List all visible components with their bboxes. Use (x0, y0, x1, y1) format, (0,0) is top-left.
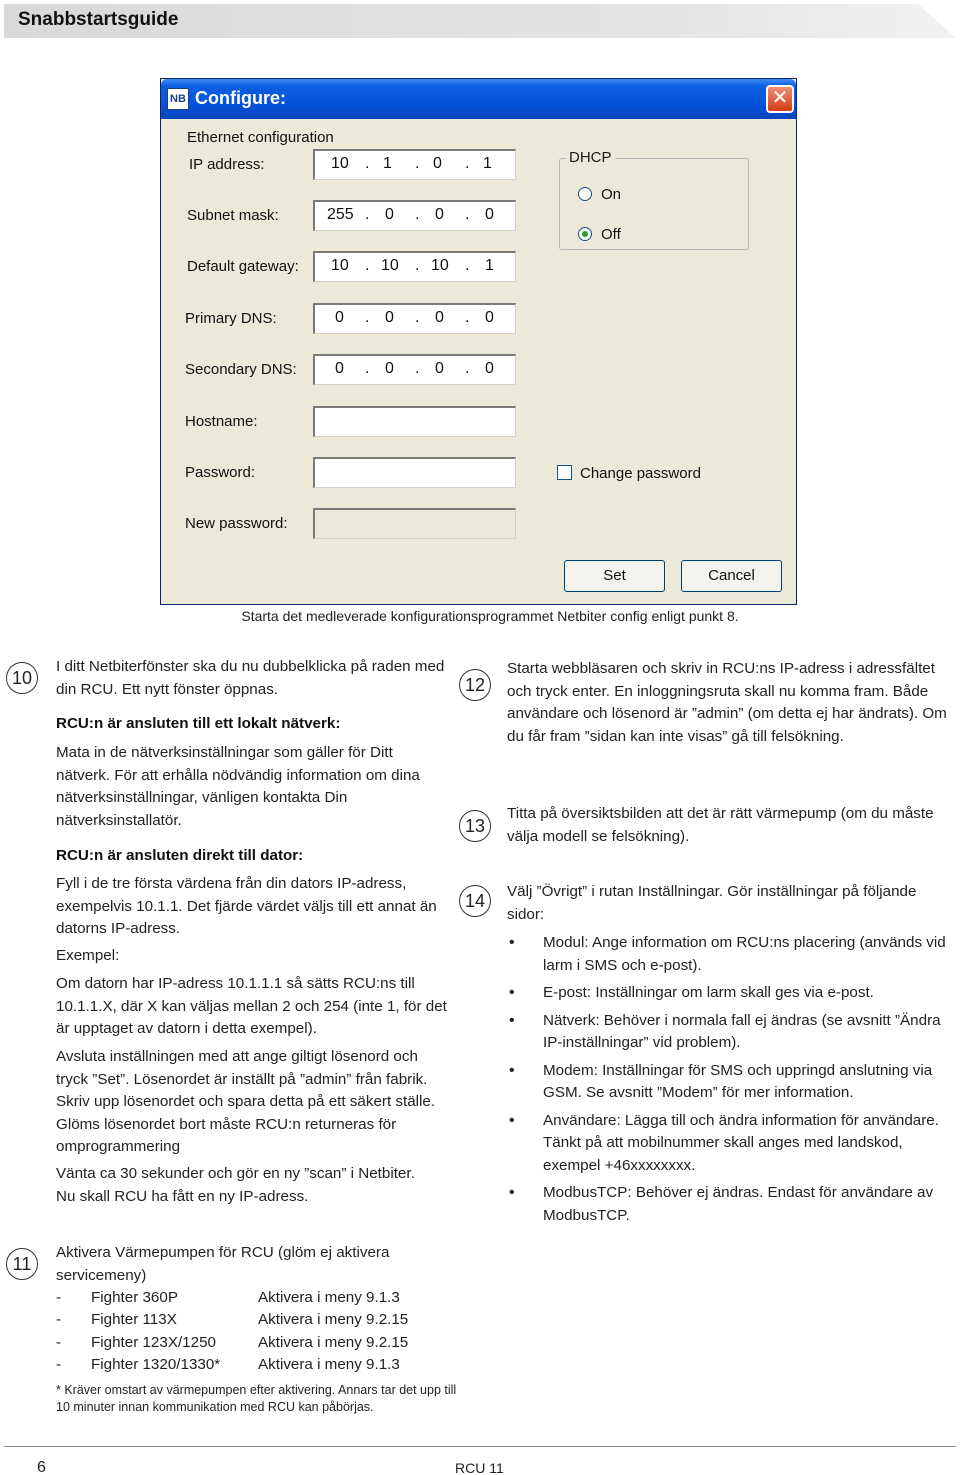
default-gateway-field[interactable] (313, 251, 516, 282)
fighter-dash: - (56, 1356, 62, 1373)
example-label: Exempel: (56, 947, 120, 964)
ip-dot: . (465, 257, 470, 274)
ip-dot: . (365, 257, 370, 274)
ip-dot: . (465, 206, 470, 223)
password-field[interactable] (313, 457, 516, 488)
step-number-11: 11 (6, 1248, 38, 1280)
secondary-dns-label: Secondary DNS: (185, 361, 297, 378)
fighter-model: Fighter 113X (91, 1311, 177, 1328)
subnet-mask-label: Subnet mask: (187, 207, 279, 224)
new-password-label: New password: (185, 515, 288, 532)
dhcp-off-label: Off (601, 226, 621, 243)
fighter-model: Fighter 123X/1250 (91, 1334, 216, 1351)
ip-dot: . (365, 360, 370, 377)
set-button[interactable]: Set (564, 560, 665, 592)
dhcp-legend: DHCP (566, 149, 615, 166)
ip-octet: 0 (485, 309, 494, 326)
ip-dot: . (365, 155, 370, 172)
local-network-text: Mata in de nätverksinställningar som gäller för Ditt nätverk. För att erhålla nödvändig information om dina nätverksinställningar, vänligen kontakta Din nätverksinstallatör. (56, 744, 420, 829)
primary-dns-field[interactable] (313, 303, 516, 334)
ip-octet: 0 (435, 360, 444, 377)
fighter-model: Fighter 1320/1330* (91, 1356, 221, 1373)
page-title: Snabbstartsguide (18, 9, 179, 30)
step-number-12: 12 (459, 669, 491, 701)
dialog-title: Configure: (195, 88, 286, 108)
change-password-label: Change password (580, 465, 701, 482)
dhcp-off-radio[interactable] (578, 227, 592, 241)
close-button[interactable]: ✕ (766, 85, 794, 113)
password-label: Password: (185, 464, 256, 481)
list-item: • ModbusTCP: Behöver ej ändras. Endast för användare av ModbusTCP. (507, 1182, 952, 1227)
ip-octet: 0 (385, 206, 394, 223)
footnote: * Kräver omstart av värmepumpen efter aktivering. Annars tar det upp till 10 minuter innan kommunikation med RCU kan påbörjas. (56, 1383, 457, 1414)
fighter-action: Aktivera i meny 9.2.15 (258, 1311, 409, 1328)
ip-octet: 10 (331, 257, 349, 274)
subnet-mask-field[interactable] (313, 200, 516, 231)
document-name: RCU 11 (455, 1460, 504, 1475)
ip-octet: 0 (385, 360, 394, 377)
ip-octet: 0 (335, 360, 344, 377)
ip-octet: 10 (381, 257, 399, 274)
ip-dot: . (465, 360, 470, 377)
ip-octet: 10 (331, 155, 349, 172)
intro-text: I ditt Netbiterfönster ska du nu dubbelklicka på raden med din RCU. Ett nytt fönster öppnas. (56, 658, 445, 698)
ip-address-label: IP address: (189, 156, 265, 173)
fighter-action: Aktivera i meny 9.1.3 (258, 1356, 400, 1373)
ip-octet: 0 (335, 309, 344, 326)
wait-text: Vänta ca 30 sekunder och gör en ny ”scan” i Netbiter. Nu skall RCU ha fått en ny IP-adress. (56, 1165, 415, 1205)
primary-dns-label: Primary DNS: (185, 310, 277, 327)
dhcp-on-radio[interactable] (578, 187, 592, 201)
step-13-text: Titta på översiktsbilden att det är rätt värmepump (om du måste välja modell se felsökning). (507, 805, 934, 845)
default-gateway-label: Default gateway: (187, 258, 299, 275)
ip-octet: 0 (485, 206, 494, 223)
ip-octet: 255 (327, 206, 354, 223)
activate-text: Aktivera Värmepumpen för RCU (glöm ej aktivera servicemeny) (56, 1244, 390, 1284)
fighter-action: Aktivera i meny 9.1.3 (258, 1289, 400, 1306)
finish-text: Avsluta inställningen med att ange giltigt lösenord och tryck ”Set”. Lösenordet är inställt på ”admin” från fabrik. Skriv upp lösenordet och spara detta på ett säkert ställe. Glöms lösenordet bort måste RCU:n returneras för omprogrammering (56, 1048, 436, 1155)
configure-dialog (160, 78, 797, 605)
ip-dot: . (365, 309, 370, 326)
dialog-titlebar (161, 79, 796, 119)
list-item: • Nätverk: Behöver i normala fall ej ändras (se avsnitt ”Ändra IP-inställningar” vid problem). (507, 1010, 952, 1055)
step-12-text: Starta webbläsaren och skriv in RCU:ns IP-adress i adressfältet och tryck enter. En inloggningsruta skall nu komma fram. Både användare och lösenord är ”admin” (om detta ej har ändrats). Om du får fram ”sidan kan inte visas” gå till felsökning. (507, 660, 947, 745)
group-label: Ethernet configuration (187, 129, 334, 146)
ip-dot: . (415, 360, 420, 377)
ip-dot: . (415, 257, 420, 274)
footer-divider (4, 1446, 956, 1447)
ip-octet: 10 (431, 257, 449, 274)
step-number-10: 10 (6, 662, 38, 694)
secondary-dns-field[interactable] (313, 354, 516, 385)
settings-list (507, 932, 952, 1232)
direct-computer-text: Fyll i de tre första värdena från din dators IP-adress, exempelvis 10.1.1. Det fjärde värdet väljs till ett annat än datorns IP-adress. (56, 875, 437, 937)
ip-dot: . (365, 206, 370, 223)
fighter-dash: - (56, 1334, 62, 1351)
ip-octet: 0 (433, 155, 442, 172)
ip-octet: 0 (385, 309, 394, 326)
ip-dot: . (415, 155, 420, 172)
hostname-field[interactable] (313, 406, 516, 437)
ip-octet: 1 (483, 155, 492, 172)
fighter-dash: - (56, 1311, 62, 1328)
step-number-13: 13 (459, 810, 491, 842)
list-item: • E-post: Inställningar om larm skall ges via e-post. (507, 982, 952, 1005)
fighter-action: Aktivera i meny 9.2.15 (258, 1334, 409, 1351)
ip-dot: . (415, 309, 420, 326)
ip-address-field[interactable] (313, 149, 516, 180)
dialog-caption: Starta det medleverade konfigurationsprogrammet Netbiter config enligt punkt 8. (241, 608, 739, 624)
heading-local-network: RCU:n är ansluten till ett lokalt nätverk: (56, 715, 341, 732)
fighter-model: Fighter 360P (91, 1289, 178, 1306)
new-password-field[interactable] (313, 508, 516, 539)
list-item: • Modul: Ange information om RCU:ns placering (används vid larm i SMS och e-post). (507, 932, 952, 977)
ip-octet: 1 (485, 257, 494, 274)
example-text: Om datorn har IP-adress 10.1.1.1 så sätts RCU:ns till 10.1.1.X, där X kan väljas mellan 2 och 254 (inte 1, för det är upptaget av datorn i detta exempel). (56, 975, 447, 1037)
list-item: • Användare: Lägga till och ändra information för användare. Tänkt på att mobilnummer skall anges med landskod, exempel +46xxxxxxxx. (507, 1110, 952, 1178)
ip-dot: . (465, 155, 470, 172)
ip-octet: 0 (435, 309, 444, 326)
ip-octet: 0 (485, 360, 494, 377)
app-logo-icon: NB (167, 88, 189, 110)
cancel-button[interactable]: Cancel (681, 560, 782, 592)
list-item: • Modem: Inställningar för SMS och uppringd anslutning via GSM. Se avsnitt ”Modem” för mer information. (507, 1060, 952, 1105)
page-number: 6 (37, 1459, 46, 1475)
ip-octet: 1 (383, 155, 392, 172)
ip-dot: . (465, 309, 470, 326)
change-password-checkbox[interactable] (557, 465, 572, 480)
ip-dot: . (415, 206, 420, 223)
step-14-text: Välj ”Övrigt” i rutan Inställningar. Gör inställningar på följande sidor: (507, 883, 917, 923)
step-number-14: 14 (459, 885, 491, 917)
dhcp-on-label: On (601, 186, 622, 203)
fighter-dash: - (56, 1289, 62, 1306)
heading-direct-computer: RCU:n är ansluten direkt till dator: (56, 847, 304, 864)
ip-octet: 0 (435, 206, 444, 223)
hostname-label: Hostname: (185, 413, 258, 430)
